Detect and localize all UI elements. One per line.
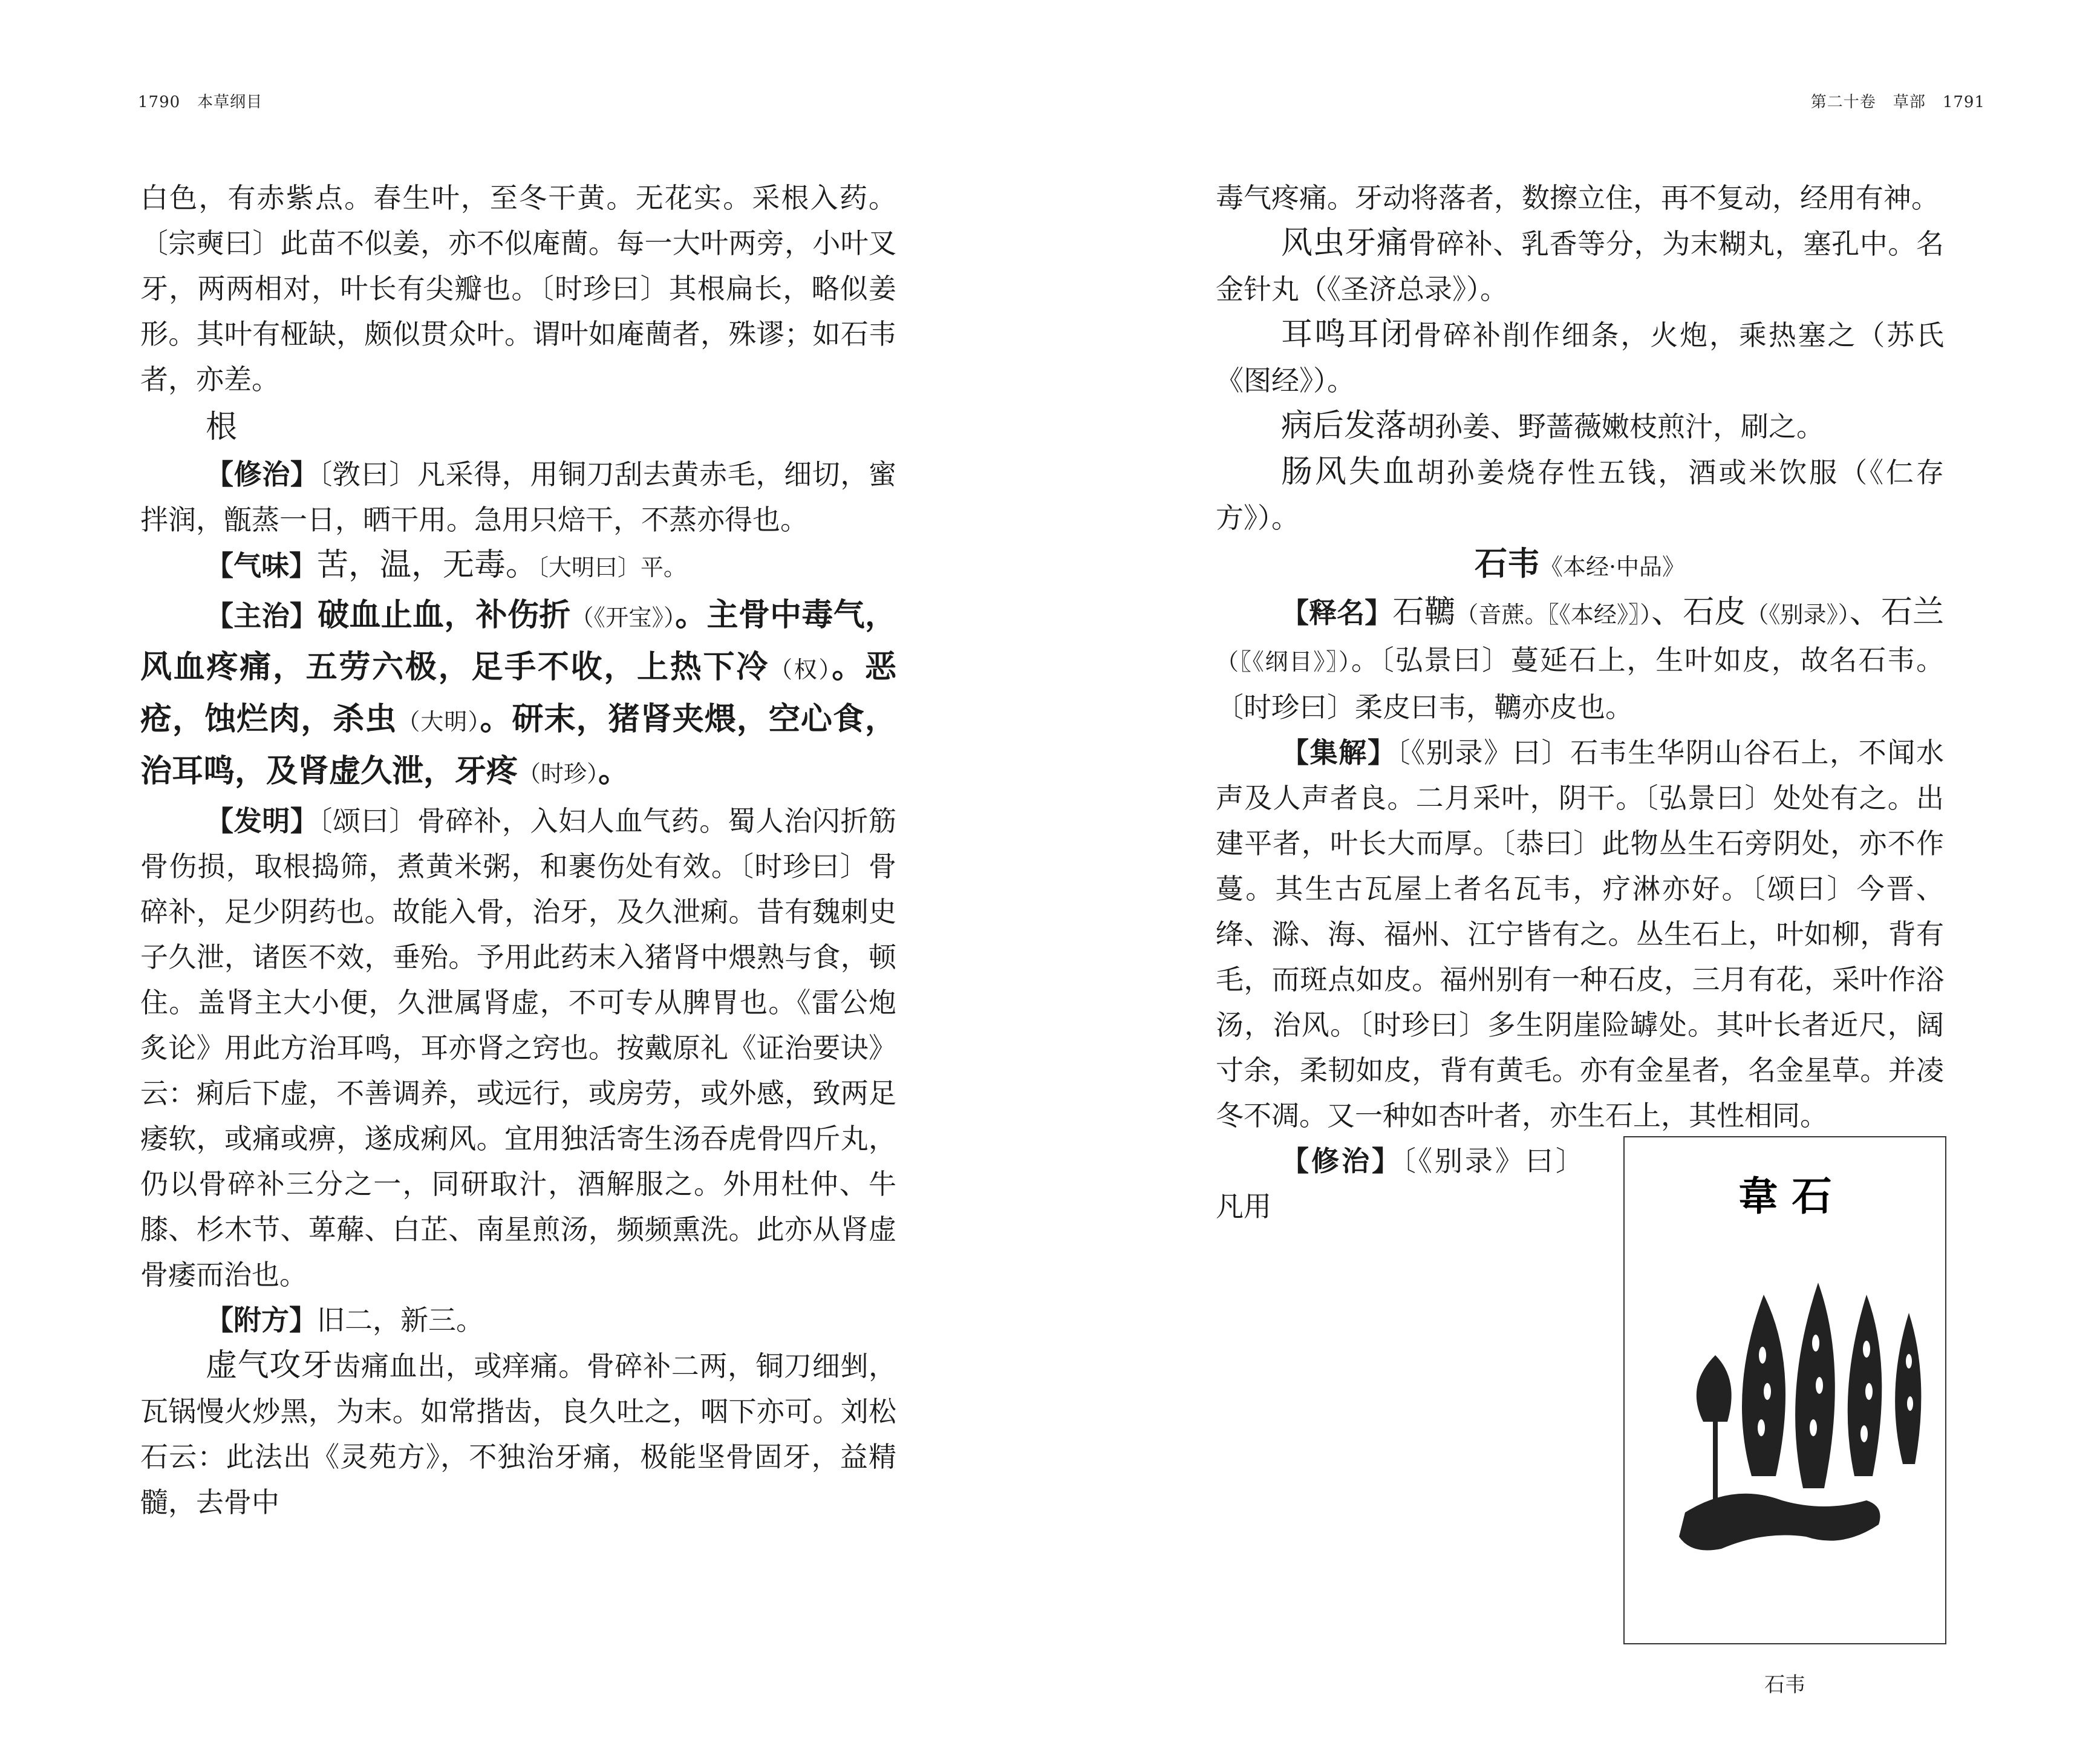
- paragraph-binghou: [1216, 404, 1944, 450]
- section-label: 【集解】: [1281, 736, 1397, 769]
- note: （时珍）: [518, 760, 599, 787]
- running-head-right: [1811, 90, 1985, 112]
- entry-title: [1216, 541, 1944, 590]
- leaves-group: [1697, 1283, 1922, 1512]
- book-title: 本草纲目: [197, 93, 263, 111]
- paragraph-zhuzhi: [140, 590, 896, 799]
- paragraph-text: 〔《别录》曰〕凡用: [1216, 1145, 1583, 1223]
- paragraph-text: 。: [598, 753, 630, 790]
- paragraph-erming: [1216, 312, 1944, 404]
- paragraph: 白色，有赤紫点。春生叶，至冬干黄。无花实。采根入药。〔宗奭曰〕此苗不似姜，亦不似庵蕳。每一大叶两旁，小叶叉牙，两两相对，叶长有尖瓣也。〔时珍曰〕其根扁长，略似姜形。其叶有桠缺，颇似贯众叶。谓叶如庵蕳者，殊谬；如石韦者，亦差。: [140, 181, 896, 396]
- prescription-name: 虚气攻牙: [206, 1347, 333, 1384]
- running-head-left: [138, 90, 262, 112]
- note: （权）: [769, 656, 832, 683]
- note: （〖《纲目》〗）: [1216, 649, 1351, 675]
- page-number: 1790: [138, 93, 181, 111]
- paragraph-text: 、石皮: [1651, 594, 1746, 630]
- prescription-name: 耳鸣耳闭: [1281, 316, 1414, 353]
- paragraph-text: 〔颂曰〕骨碎补，入妇人血气药。蜀人治闪折筋骨伤损，取根捣筛，煮黄米粥，和裹伤处有效。〔时珍曰〕骨碎补，足少阴药也。故能入骨，治牙，及久泄痢。昔有魏刺史子久泄，诸医不效，垂殆。予用此药末入猪肾中煨熟与食，顿住。盖肾主大小便，久泄属肾虚，不可专从脾胃也。《雷公炮炙论》用此方治耳鸣，耳亦肾之窍也。按戴原礼《证治要诀》云：痢后下虚，不善调养，或远行，或房劳，或外感，致两足痿软，或痛或痹，遂成痢风。宜用独活寄生汤吞虎骨四斤丸，仍以骨碎补三分之一，同研取汁，酒解服之。外用杜仲、牛膝、杉木节、萆薢、白芷、南星煎汤，频频熏洗。此亦从肾虚骨痿而治也。: [140, 805, 896, 1291]
- figure-title: 韋 石: [1738, 1172, 1832, 1220]
- section-label: 【发明】: [206, 805, 319, 837]
- paragraph-shiming: [1216, 590, 1944, 730]
- entry-title-source: 《本经·中品》: [1539, 554, 1686, 580]
- paragraph-text: 胡孙姜、野蔷薇嫩枝煎汁，刷之。: [1407, 410, 1825, 443]
- section-label: 【释名】: [1281, 597, 1393, 629]
- section-heading-gen: 根: [206, 409, 238, 445]
- note: （音蔗。〖《本经》〗）: [1455, 601, 1652, 628]
- paragraph-text: 胡孙姜烧存性五钱，酒或米饮服（《仁存方》）。: [1216, 456, 1944, 534]
- paragraph-text: 石韀: [1392, 594, 1456, 630]
- paragraph: 毒气疼痛。牙动将落者，数擦立住，再不复动，经用有神。: [1216, 181, 1939, 214]
- paragraph-text: 破血止血，补伤折: [318, 597, 571, 633]
- section-label: 【修治】: [1281, 1145, 1402, 1177]
- volume-label: 第二十卷: [1810, 93, 1876, 111]
- entry-title-text: 石韦: [1474, 544, 1540, 583]
- figure-caption: 石韦: [1764, 1673, 1805, 1697]
- paragraph-text: 骨碎补、乳香等分，为末糊丸，塞孔中。名金针丸（《圣济总录》）。: [1216, 227, 1944, 306]
- paragraph-jijie: [1216, 730, 1944, 1139]
- paragraph-text: 〔敩曰〕凡采得，用铜刀刮去黄赤毛，细切，蜜拌润，甑蒸一日，晒干用。急用只焙干，不蒸亦得也。: [140, 458, 896, 536]
- prescription-name: 肠风失血: [1281, 454, 1417, 490]
- paragraph-text: 。〔弘景曰〕蔓延石上，生叶如皮，故名石韦。〔时珍曰〕柔皮曰韦，韀亦皮也。: [1216, 644, 1944, 724]
- paragraph-text: 。研末，猪肾夹煨，空心食，治耳鸣，及肾虚久泄，牙疼: [140, 701, 896, 790]
- paragraph-fengchong: [1216, 221, 1944, 312]
- paragraph-text: 苦，温，无毒。: [317, 547, 538, 583]
- paragraph-qiwei: [140, 543, 896, 590]
- paragraph-text: 齿痛血出，或痒痛。骨碎补二两，铜刀细剉，瓦锅慢火炒黑，为末。如常揩齿，良久吐之，咽下亦可。刘松石云：此法出《灵苑方》，不独治牙痛，极能坚骨固牙，益精髓，去骨中: [140, 1350, 896, 1519]
- section-label: 【主治】: [206, 600, 318, 632]
- paragraph-xuqi: [140, 1343, 896, 1525]
- prescription-name: 风虫牙痛: [1281, 225, 1409, 261]
- paragraph-text: 〔《别录》曰〕石韦生华阴山谷石上，不闻水声及人声者良。二月采叶，阴干。〔弘景曰〕处处有之。出建平者，叶长大而厚。〔恭曰〕此物丛生石旁阴处，亦不作蔓。其生古瓦屋上者名瓦韦，疗淋亦好。〔颂曰〕今晋、绛、滁、海、福州、江宁皆有之。丛生石上，叶如柳，背有毛，而斑点如皮。福州别有一种石皮，三月有花，采叶作浴汤，治风。〔时珍曰〕多生阴崖险罅处。其叶长者近尺，阔寸余，柔韧如皮，背有黄毛。亦有金星者，名金星草。并凌冬不凋。又一种如杏叶者，亦生石上，其性相同。: [1216, 736, 1945, 1132]
- left-page: [0, 0, 1050, 1519]
- section-label: 【修治】: [206, 458, 319, 491]
- paragraph-text: 。主骨中毒气，风血疼痛，五劳六极，足手不收，上热下冷: [140, 597, 896, 685]
- prescription-name: 病后发落: [1281, 408, 1407, 444]
- paragraph-changfeng: [1216, 450, 1944, 541]
- paragraph-xiuzhi: [140, 452, 896, 543]
- note: （大明）: [397, 708, 480, 735]
- section-label: 【气味】: [206, 549, 317, 582]
- paragraph-text: 骨碎补削作细条，火炮，乘热塞之（苏氏《图经》）。: [1216, 319, 1944, 397]
- right-page: [1050, 0, 2100, 1697]
- page-number: 1791: [1942, 93, 1985, 111]
- note: （《别录》）: [1746, 601, 1850, 628]
- plant-illustration: [1625, 1137, 1945, 1643]
- left-body-text: [140, 175, 896, 1525]
- paragraph-text: 旧二，新三。: [317, 1304, 484, 1336]
- figure-shiwei: [1605, 1136, 1945, 1746]
- paragraph-faming: [140, 799, 896, 1298]
- paragraph-text: 。恶疮，蚀烂肉，杀虫: [140, 649, 896, 737]
- paragraph-text: 、石兰: [1849, 594, 1944, 630]
- section-label: 【附方】: [206, 1304, 317, 1336]
- note: 〔大明曰〕平。: [537, 554, 687, 581]
- right-body-text: [1216, 175, 1944, 1746]
- rhizome-shape: [1679, 1494, 1880, 1551]
- section-label-bu: 草部: [1893, 93, 1926, 111]
- figure-frame: [1623, 1136, 1946, 1644]
- note: （《开宝》）: [570, 604, 676, 631]
- paragraph-fufang: [140, 1298, 896, 1343]
